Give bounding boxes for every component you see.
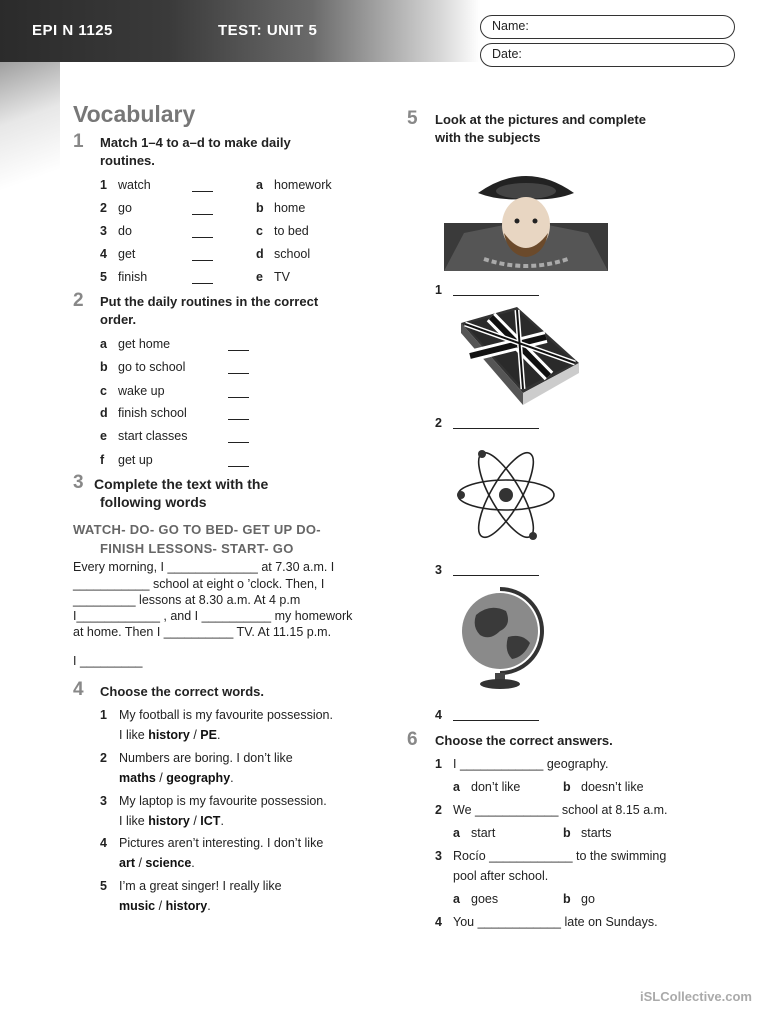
answer-blank[interactable] [192, 204, 213, 215]
test-code: EPI N 1125 [32, 22, 113, 39]
exercise-title: Choose the correct answers. [435, 733, 613, 748]
answer-blank[interactable] [228, 363, 249, 374]
name-field[interactable]: Name: [480, 15, 735, 39]
exercise-title: Look at the pictures and complete with the subjects [435, 112, 646, 145]
answer-blank[interactable] [192, 181, 213, 192]
answer-blank[interactable] [228, 340, 249, 351]
section-title: Vocabulary [73, 101, 196, 127]
answer-blank[interactable] [192, 273, 213, 284]
word-bank: WATCH- DO- GO TO BED- GET UP DO- FINISH LESSONS- START- GO [73, 522, 321, 556]
exercise-title: Complete the text with the following words [94, 476, 269, 510]
exercise-number: 3 [73, 472, 84, 493]
text-line: _________ lessons at 8.30 a.m. At 4 p.m [73, 593, 301, 607]
answer-blank[interactable] [192, 227, 213, 238]
list-item: 3 My laptop is my favourite possession. I like history / ICT. [100, 794, 327, 828]
list-item: 2 Numbers are boring. I don’t like maths / geography. [100, 751, 293, 785]
text-line: at home. Then I __________ TV. At 11.15 p.m. [73, 625, 332, 639]
footer-watermark: iSLCollective.com [640, 989, 752, 1004]
header-shadow [0, 62, 60, 202]
list-item: 5 I’m a great singer! I really like music / history. [100, 879, 282, 913]
test-title: TEST: UNIT 5 [218, 22, 318, 39]
exercise-number: 1 [73, 131, 84, 152]
exercise-title: Match 1–4 to a–d to make daily routines. [100, 135, 291, 168]
exercise-title: Put the daily routines in the correct order. [100, 294, 319, 327]
globe-picture [450, 585, 550, 691]
text-line: ___________ school at eight o ’clock. Then, I [73, 577, 325, 591]
answer-blank[interactable] [228, 456, 249, 467]
answer-blank[interactable] [228, 432, 249, 443]
answer-blank[interactable] [192, 250, 213, 261]
answer-blank[interactable] [453, 710, 539, 721]
text-line: I _________ [73, 654, 143, 668]
answer-blank[interactable] [228, 387, 249, 398]
answer-blank[interactable] [228, 409, 249, 420]
answer-blank[interactable] [453, 565, 539, 576]
date-field[interactable]: Date: [480, 43, 735, 67]
exercise-number: 6 [407, 729, 418, 750]
answer-blank[interactable] [453, 418, 539, 429]
atom-picture [455, 440, 557, 550]
portrait-picture [444, 163, 608, 271]
exercise-number: 2 [73, 290, 84, 311]
text-line: I____________ , and I __________ my homework [73, 609, 353, 623]
text-line: Every morning, I _____________ at 7.30 a.m. I [73, 560, 335, 574]
list-item: 1 My football is my favourite possession. I like history / PE. [100, 708, 333, 742]
answer-blank[interactable] [453, 285, 539, 296]
question-continuation: pool after school. [453, 869, 549, 883]
exercise-number: 4 [73, 679, 84, 700]
exercise-title: Choose the correct words. [100, 684, 264, 699]
book-picture [455, 303, 583, 407]
exercise-number: 5 [407, 108, 418, 129]
list-item: 4 Pictures aren’t interesting. I don’t like art / science. [100, 836, 324, 870]
